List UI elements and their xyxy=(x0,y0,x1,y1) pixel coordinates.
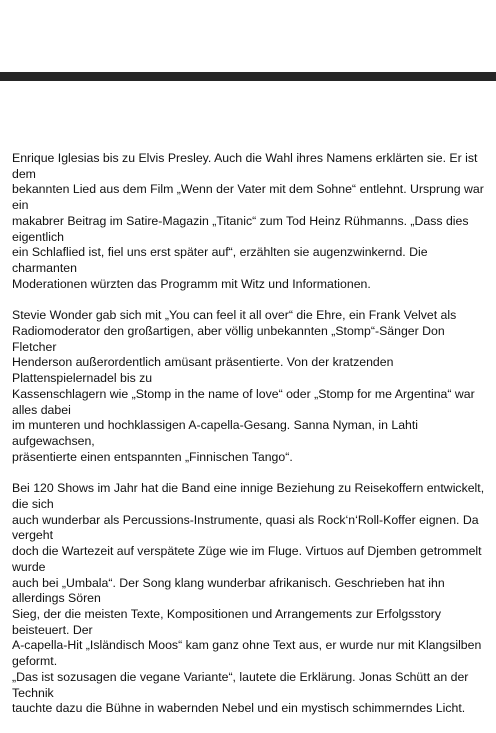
header-divider-bar xyxy=(0,72,496,81)
article-paragraph-2: Stevie Wonder gab sich mit „You can feel it all over“ die Ehre, ein Frank Velvet als Radiomoderator den großartigen, aber völlig unbekannten „Stomp“-Sänger Don Fletcher Henderson außerordentlich amüsant präsentierte. Von der kratzenden Plattenspielernadel bis zu Kassenschlagern wie „Stomp in the name of love“ oder „Stomp for me Argentina“ war alles dabei im munteren und hochklassigen A-capella-Gesang. Sanna Nyman, in Lahti aufgewachsen, präsentierte einen entspannten „Finnischen Tango“. xyxy=(12,308,475,464)
article-body xyxy=(12,151,490,733)
article-paragraph-1: Enrique Iglesias bis zu Elvis Presley. Auch die Wahl ihres Namens erklärten sie. Er ist dem bekannten Lied aus dem Film „Wenn der Vater mit dem Sohne“ entlehnt. Ursprung war ein makabrer Beitrag im Satire-Magazin „Titanic“ zum Tod Heinz Rühmanns. „Dass dies eigentlich ein Schlaflied ist, fiel uns erst später auf“, erzählten sie augenzwinkernd. Die charmanten Moderationen würzten das Programm mit Witz und Informationen. xyxy=(12,151,484,291)
article-paragraph-3: Bei 120 Shows im Jahr hat die Band eine innige Beziehung zu Reisekoffern entwickelt, die sich auch wunderbar als Percussions-Instrumente, quasi als Rock‘n‘Roll-Koffer eignen. Da vergeht doch die Wartezeit auf verspätete Züge wie im Fluge. Virtuos auf Djemben getrommelt wurde auch bei „Umbala“. Der Song klang wunderbar afrikanisch. Geschrieben hat ihn allerdings Sören Sieg, der die meisten Texte, Kompositionen und Arrangements zur Erfolgsstory beisteuert. Der A-capella-Hit „Isländisch Moos“ kam ganz ohne Text aus, er wurde nur mit Klangsilben geformt. „Das ist sozusagen die vegane Variante“, lautete die Erklärung. Jonas Schütt an der Technik tauchte dazu die Bühne in wabernden Nebel und ein mystisch schimmerndes Licht. xyxy=(12,481,485,716)
header-area xyxy=(0,0,496,72)
